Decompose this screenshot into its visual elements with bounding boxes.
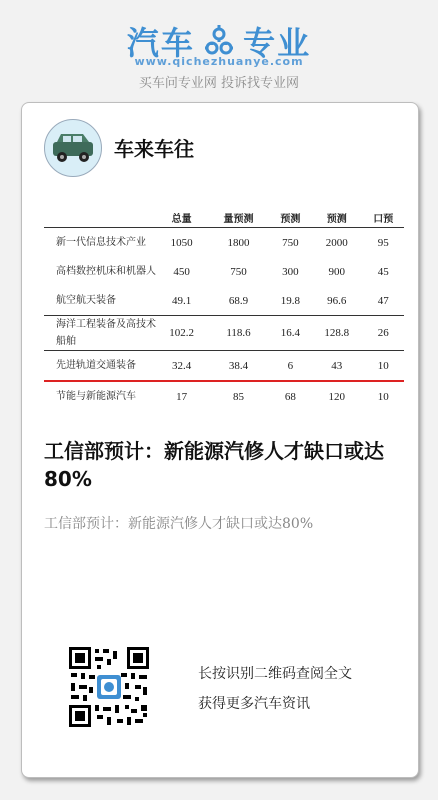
row-name: 航空航天装备 <box>56 295 116 306</box>
row-name: 海洋工程装备及高技术船舶 <box>44 316 156 351</box>
cell: 32.4 <box>156 351 207 382</box>
table-row <box>44 381 404 411</box>
site-url: www.qichezhuanye.com <box>134 55 304 68</box>
table-row <box>44 257 404 286</box>
cell: 17 <box>176 390 188 403</box>
row-name: 节能与新能源汽车 <box>56 391 136 402</box>
cell: 1050 <box>170 236 193 249</box>
cell: 96.6 <box>327 294 347 307</box>
car-icon <box>44 119 102 177</box>
cell: 38.4 <box>207 351 269 382</box>
qr-code-icon[interactable] <box>69 647 149 727</box>
cell: 68 <box>284 390 296 403</box>
cell: 16.4 <box>270 316 312 351</box>
row-name: 先进轨道交通装备 <box>44 351 156 382</box>
cell: 6 <box>270 351 312 382</box>
cell: 10 <box>362 351 404 382</box>
cell: 120 <box>328 390 346 403</box>
cell: 300 <box>282 265 299 278</box>
table-row <box>44 286 404 316</box>
cell: 47 <box>377 294 389 307</box>
article-description: 工信部预计：新能源汽修人才缺口或达80% <box>44 516 314 532</box>
cell: 118.6 <box>207 316 269 351</box>
row-name: 高档数控机床和机器人 <box>56 266 156 277</box>
cell: 95 <box>377 236 389 249</box>
article-card[interactable] <box>21 102 419 778</box>
cell: 49.1 <box>172 294 192 307</box>
cell: 450 <box>173 265 190 278</box>
gear-icon <box>204 24 234 58</box>
site-header <box>0 0 438 100</box>
article-title[interactable]: 工信部预计：新能源汽修人才缺口或达80% <box>44 439 384 491</box>
cell: 85 <box>232 390 244 403</box>
table-header: 量预测 <box>207 207 269 228</box>
site-slogan: 买车问专业网 投诉找专业网 <box>138 76 300 91</box>
table-header: 总量 <box>156 207 207 228</box>
data-table-image <box>44 207 394 407</box>
table-row <box>44 316 404 351</box>
talent-table <box>44 207 404 411</box>
table-row <box>44 228 404 258</box>
table-row <box>44 351 404 382</box>
cell: 750 <box>230 265 247 278</box>
cell: 10 <box>377 390 389 403</box>
row-name: 新一代信息技术产业 <box>56 237 146 248</box>
cell: 45 <box>377 265 389 278</box>
cell: 102.2 <box>156 316 207 351</box>
cell: 26 <box>362 316 404 351</box>
logo-text-right: 专业 <box>243 24 312 62</box>
cell: 68.9 <box>228 294 249 307</box>
cell: 1800 <box>227 236 250 249</box>
table-header: 口预 <box>362 207 404 228</box>
qr-subtitle: 获得更多汽车资讯 <box>198 696 310 712</box>
cell: 19.8 <box>280 294 300 307</box>
cell: 750 <box>282 236 299 249</box>
table-header: 预测 <box>311 207 362 228</box>
author-name[interactable]: 车来车往 <box>114 137 194 161</box>
cell: 2000 <box>325 236 348 249</box>
logo-text-left: 汽车 <box>126 24 195 62</box>
table-header: 预测 <box>270 207 312 228</box>
cell: 900 <box>328 265 346 278</box>
cell: 128.8 <box>311 316 362 351</box>
qr-instruction: 长按识别二维码查阅全文 <box>198 666 352 682</box>
table-header <box>44 207 156 228</box>
cell: 43 <box>311 351 362 382</box>
